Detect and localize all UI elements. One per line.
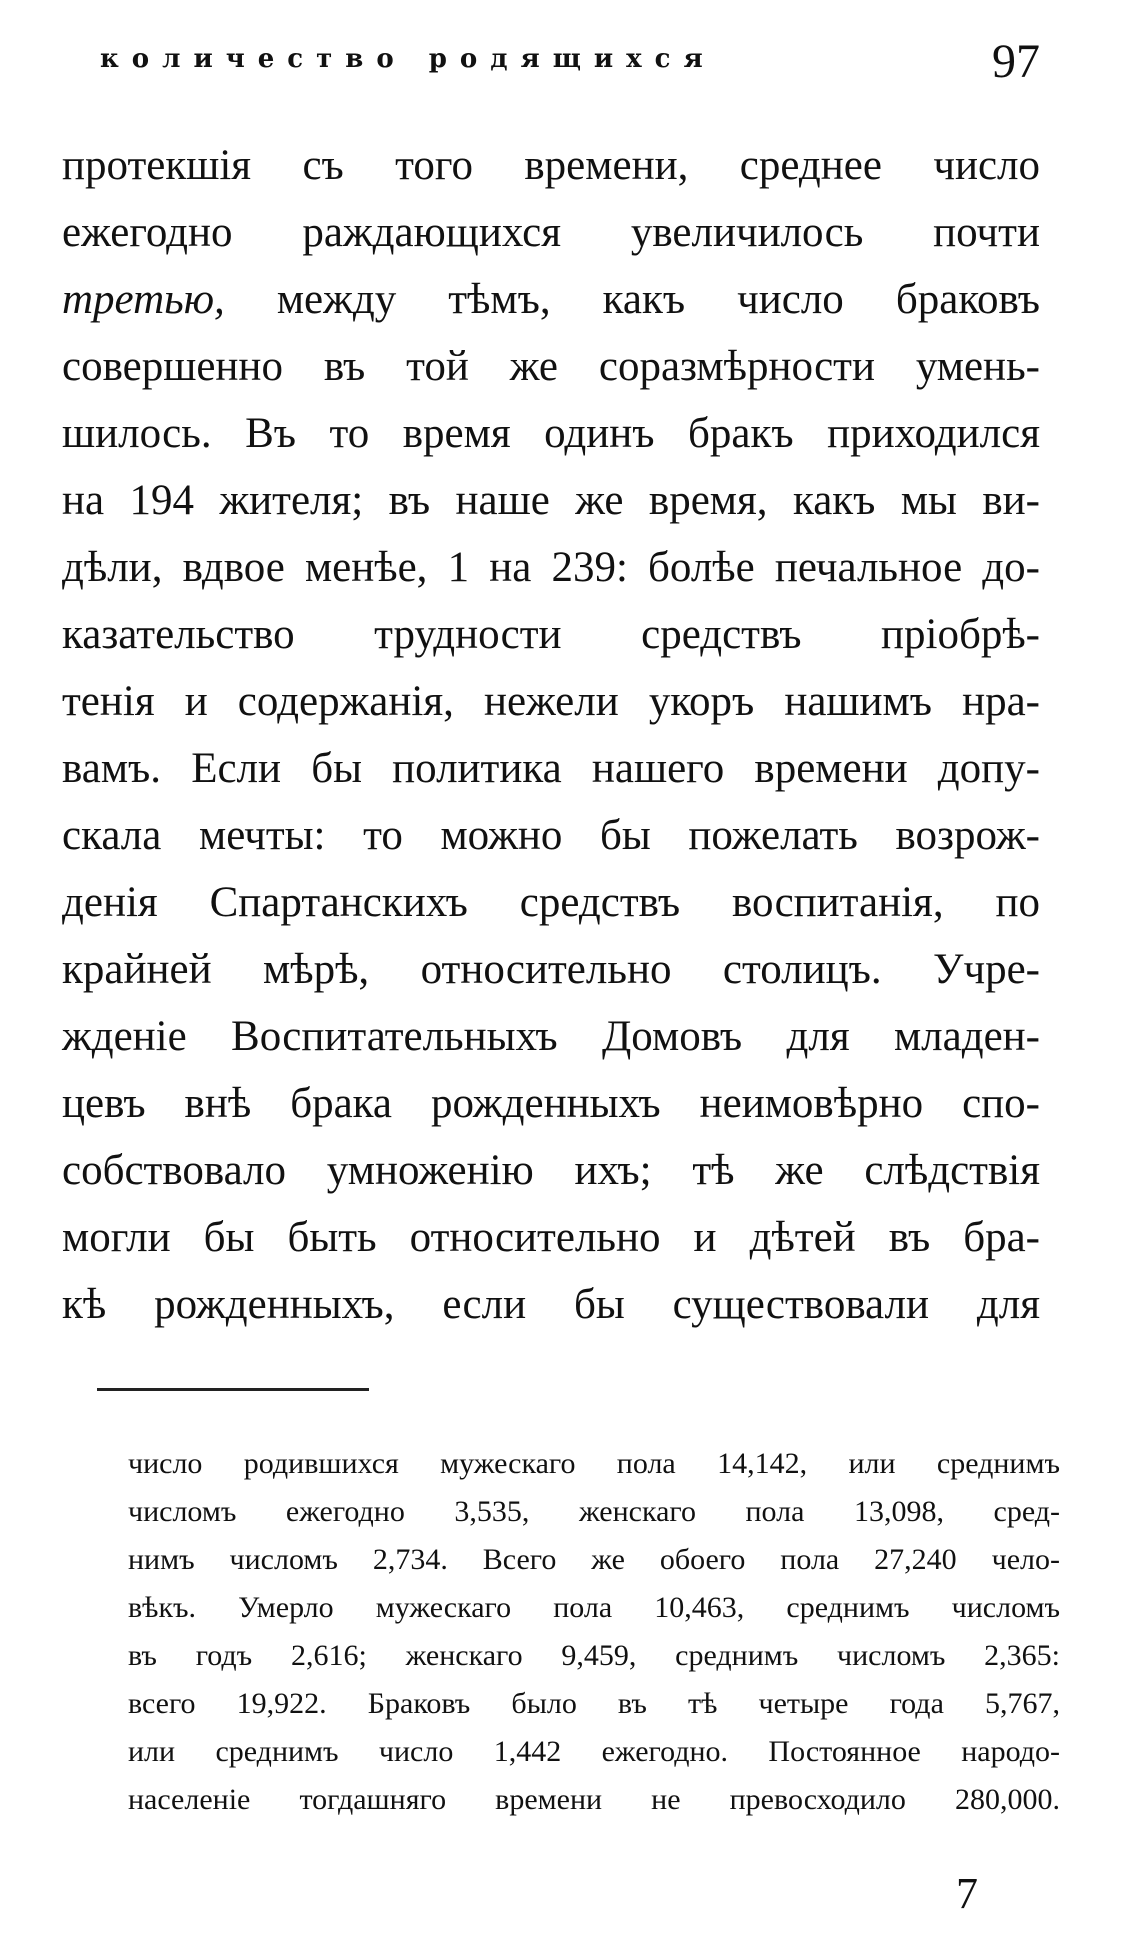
body-line: кѣ рожденныхъ, если бы существовали для [62,1281,1040,1328]
body-line: крайней мѣрѣ, относительно столицъ. Учре- [62,946,1040,993]
emphasis-word: третью, [62,276,225,323]
body-line: собствовало умноженію ихъ; тѣ же слѣдствія [62,1147,1040,1194]
body-line: тенія и содержанія, нежели укоръ нашимъ нра- [62,678,1040,725]
body-line: совершенно въ той же соразмѣрности умень- [62,343,1040,390]
body-text [62,132,1040,1338]
body-line: казательство трудности средствъ пріобрѣ- [62,611,1040,658]
body-line: цевъ внѣ брака рожденныхъ неимовѣрно спо- [62,1080,1040,1127]
body-line [62,266,1040,333]
body-line: дѣли, вдвое менѣе, 1 на 239: болѣе печальное до- [62,544,1040,591]
body-line: шилось. Въ то время одинъ бракъ приходился [62,410,1040,457]
footnote-line: вѣкъ. Умерло мужескаго пола 10,463, среднимъ числомъ [128,1591,1060,1624]
body-line: вамъ. Если бы политика нашего времени допу- [62,745,1040,792]
footnote-line: или среднимъ число 1,442 ежегодно. Постоянное народо- [128,1735,1060,1768]
page-number: 97 [992,35,1040,88]
body-line: скала мечты: то можно бы пожелать возрож- [62,812,1040,859]
body-line: могли бы быть относительно и дѣтей въ бра- [62,1214,1040,1261]
running-head [100,34,1040,94]
footnote-line: въ годъ 2,616; женскаго 9,459, среднимъ числомъ 2,365: [128,1639,1060,1672]
footnote-line: число родившихся мужескаго пола 14,142, или среднимъ [128,1447,1060,1480]
footnote [128,1440,1060,1824]
body-line-rest: между тѣмъ, какъ число браковъ [276,276,1040,323]
footnote-line: всего 19,922. Браковъ было въ тѣ четыре года 5,767, [128,1687,1060,1720]
body-line: протекшія съ того времени, среднее число [62,142,1040,189]
footnote-line: нимъ числомъ 2,734. Всего же обоего пола 27,240 чело- [128,1543,1060,1576]
body-line: денія Спартанскихъ средствъ воспитанія, по [62,879,1040,926]
running-title: количество родящихся [100,44,716,74]
body-line: ежегодно раждающихся увеличилось почти [62,209,1040,256]
body-line: на 194 жителя; въ наше же время, какъ мы ви- [62,477,1040,524]
footnote-line: числомъ ежегодно 3,535, женскаго пола 13,098, сред- [128,1495,1060,1528]
footnote-line: населеніе тогдашняго времени не превосходило 280,000. [128,1783,1060,1816]
footnote-divider [97,1388,369,1391]
body-line: жденіе Воспитательныхъ Домовъ для младен- [62,1013,1040,1060]
signature-mark: 7 [956,1869,978,1918]
